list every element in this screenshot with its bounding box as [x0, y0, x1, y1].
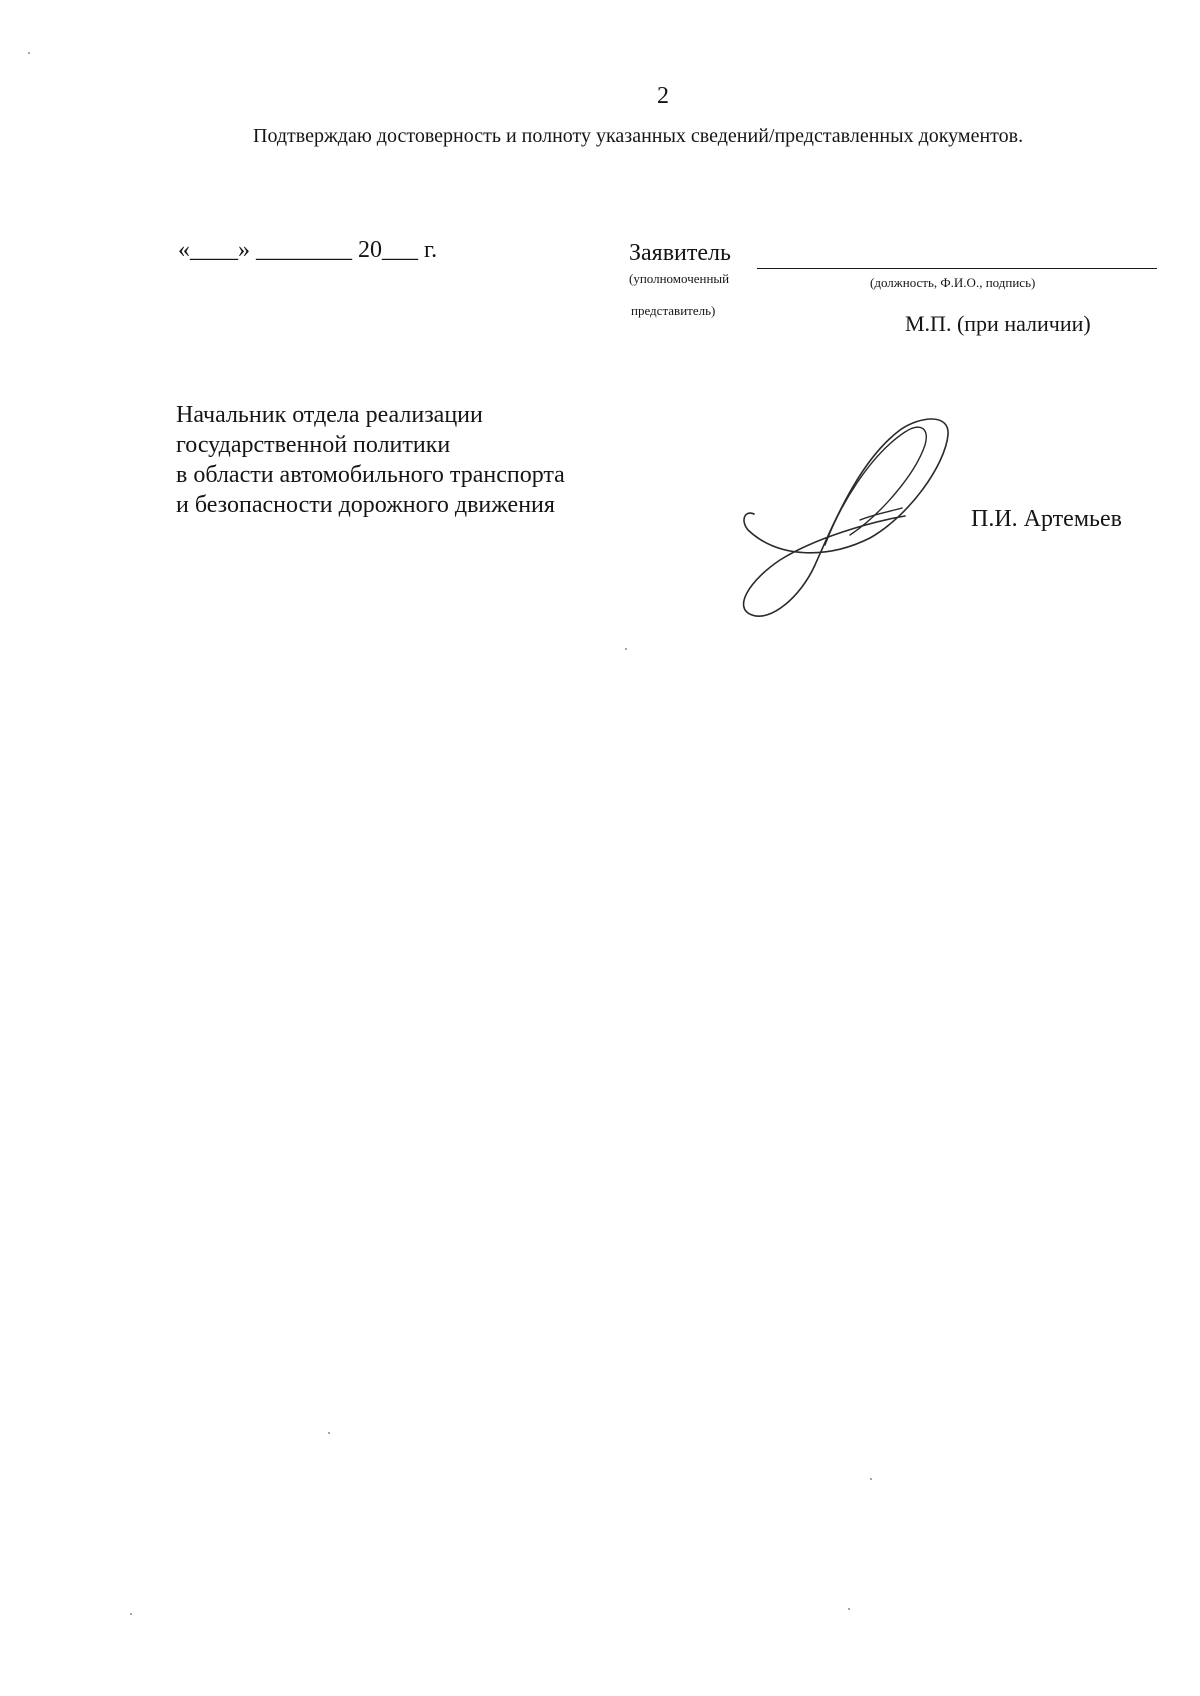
- applicant-caption-left-2: представитель): [631, 303, 716, 318]
- applicant-caption-left-1: (уполномоченный: [629, 271, 730, 286]
- official-title-line-2: государственной политики: [176, 432, 451, 458]
- scan-speck: [28, 52, 30, 54]
- seal-note: М.П. (при наличии): [905, 311, 1091, 336]
- scan-speck: [848, 1608, 850, 1610]
- scan-speck: [328, 1432, 330, 1434]
- official-title-line-1: Начальник отдела реализации: [176, 402, 483, 428]
- scan-speck: [870, 1478, 872, 1480]
- official-title-line-3: в области автомобильного транспорта: [176, 462, 565, 488]
- applicant-caption-right: (должность, Ф.И.О., подпись): [870, 275, 1036, 290]
- scan-speck: [130, 1613, 132, 1615]
- page-number: 2: [657, 83, 669, 109]
- official-title: [176, 400, 565, 520]
- handwritten-signature: [720, 410, 980, 640]
- date-field-line: «____» ________ 20___ г.: [178, 237, 438, 263]
- official-name: П.И. Артемьев: [971, 506, 1122, 532]
- applicant-label: Заявитель: [629, 240, 731, 266]
- scan-speck: [625, 648, 627, 650]
- official-title-line-4: и безопасности дорожного движения: [176, 492, 555, 518]
- signature-stroke-inner-loop: [825, 427, 926, 545]
- confirmation-statement: Подтверждаю достоверность и полноту указанных сведений/представленных документов.: [253, 125, 1024, 147]
- signature-stroke-main: [744, 419, 949, 616]
- applicant-signature-line: [757, 268, 1157, 269]
